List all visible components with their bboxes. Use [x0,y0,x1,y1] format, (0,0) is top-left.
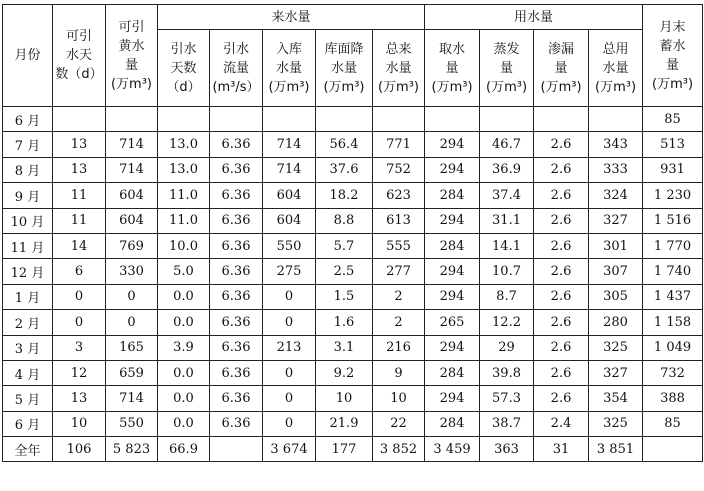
table-row [3,107,703,132]
cell-total-use: 325 [589,335,643,360]
header-evaporation: 蒸发 量 (万m³) [480,30,534,107]
table-row [3,233,703,258]
cell-inflow-days: 0.0 [158,284,210,309]
cell-seepage: 2.6 [534,233,589,258]
header-inflow-days: 引水 天数 （d） [158,30,210,107]
cell-inflow-rate [210,107,263,132]
cell-total-use: 333 [589,157,643,182]
cell-divert-days: 0 [53,310,106,335]
cell-inflow-days: 0.0 [158,310,210,335]
cell-storage: 1 049 [643,335,703,360]
cell-inflow-days: 66.9 [158,437,210,462]
cell-total-inflow: 22 [373,411,425,436]
cell-inflow-volume: 213 [263,335,316,360]
header-surface-rain: 库面降 水量 (万m³) [316,30,373,107]
cell-divert-days: 13 [53,132,106,157]
cell-inflow-days: 0.0 [158,360,210,385]
cell-divert-amount [106,107,158,132]
cell-total-inflow: 752 [373,157,425,182]
cell-evaporation: 38.7 [480,411,534,436]
cell-total-use: 301 [589,233,643,258]
cell-inflow-volume [263,107,316,132]
cell-total-use: 354 [589,386,643,411]
cell-seepage: 2.6 [534,360,589,385]
cell-divert-amount: 5 823 [106,437,158,462]
cell-total-use: 327 [589,208,643,233]
cell-divert-days: 14 [53,233,106,258]
cell-seepage: 2.6 [534,335,589,360]
cell-divert-amount: 330 [106,259,158,284]
table-body [3,107,703,462]
cell-divert-days: 10 [53,411,106,436]
cell-surface-rain: 177 [316,437,373,462]
cell-inflow-rate: 6.36 [210,360,263,385]
cell-total-inflow: 9 [373,360,425,385]
cell-seepage: 2.6 [534,310,589,335]
cell-inflow-days: 11.0 [158,183,210,208]
cell-total-inflow: 2 [373,310,425,335]
cell-divert-days: 6 [53,259,106,284]
cell-surface-rain: 37.6 [316,157,373,182]
table-row [3,259,703,284]
cell-withdrawal: 284 [425,233,480,258]
cell-inflow-rate: 6.36 [210,386,263,411]
cell-evaporation: 10.7 [480,259,534,284]
cell-seepage: 2.6 [534,157,589,182]
cell-total-use: 307 [589,259,643,284]
cell-divert-amount: 769 [106,233,158,258]
cell-total-use [589,107,643,132]
water-balance-table [2,4,703,462]
cell-surface-rain: 8.8 [316,208,373,233]
cell-storage: 85 [643,411,703,436]
cell-total-use: 3 851 [589,437,643,462]
cell-seepage: 31 [534,437,589,462]
table-row [3,132,703,157]
cell-inflow-days: 11.0 [158,208,210,233]
cell-inflow-rate: 6.36 [210,411,263,436]
cell-month: 9 月 [3,183,53,208]
cell-divert-amount: 604 [106,208,158,233]
header-inflow-group: 来水量 [158,5,425,30]
cell-inflow-days [158,107,210,132]
cell-storage [643,437,703,462]
cell-month: 10 月 [3,208,53,233]
cell-storage: 1 516 [643,208,703,233]
cell-seepage: 2.6 [534,259,589,284]
cell-inflow-rate: 6.36 [210,183,263,208]
cell-total-use: 305 [589,284,643,309]
cell-storage: 1 740 [643,259,703,284]
cell-surface-rain: 1.5 [316,284,373,309]
cell-storage: 388 [643,386,703,411]
table-row [3,183,703,208]
cell-surface-rain: 1.6 [316,310,373,335]
cell-divert-days: 12 [53,360,106,385]
cell-surface-rain: 2.5 [316,259,373,284]
cell-total-inflow: 771 [373,132,425,157]
cell-inflow-volume: 0 [263,360,316,385]
cell-divert-amount: 0 [106,284,158,309]
cell-inflow-days: 3.9 [158,335,210,360]
cell-divert-amount: 165 [106,335,158,360]
cell-inflow-rate: 6.36 [210,208,263,233]
cell-withdrawal: 265 [425,310,480,335]
cell-month: 4 月 [3,360,53,385]
cell-surface-rain: 5.7 [316,233,373,258]
cell-divert-days: 11 [53,208,106,233]
cell-divert-days: 11 [53,183,106,208]
cell-surface-rain [316,107,373,132]
table-row [3,411,703,436]
cell-evaporation: 39.8 [480,360,534,385]
cell-seepage: 2.6 [534,284,589,309]
cell-total-use: 280 [589,310,643,335]
cell-month: 11 月 [3,233,53,258]
cell-withdrawal: 284 [425,183,480,208]
cell-divert-amount: 659 [106,360,158,385]
cell-total-inflow: 555 [373,233,425,258]
cell-seepage: 2.4 [534,411,589,436]
cell-inflow-rate: 6.36 [210,233,263,258]
cell-inflow-volume: 0 [263,411,316,436]
cell-withdrawal: 294 [425,157,480,182]
header-divert-amount: 可引 黄水 量 (万m³) [106,5,158,107]
cell-withdrawal: 294 [425,335,480,360]
cell-evaporation: 8.7 [480,284,534,309]
cell-month: 1 月 [3,284,53,309]
cell-month: 6 月 [3,411,53,436]
header-total-use: 总用 水量 (万m³) [589,30,643,107]
cell-evaporation: 46.7 [480,132,534,157]
cell-withdrawal: 294 [425,284,480,309]
cell-total-inflow [373,107,425,132]
cell-inflow-volume: 604 [263,183,316,208]
cell-withdrawal: 284 [425,411,480,436]
cell-inflow-days: 10.0 [158,233,210,258]
cell-withdrawal: 294 [425,386,480,411]
cell-divert-days: 13 [53,157,106,182]
cell-month: 5 月 [3,386,53,411]
cell-total-inflow: 10 [373,386,425,411]
cell-month: 2 月 [3,310,53,335]
header-total-inflow: 总来 水量 (万m³) [373,30,425,107]
cell-storage: 1 158 [643,310,703,335]
cell-storage: 1 230 [643,183,703,208]
cell-total-inflow: 3 852 [373,437,425,462]
cell-total-use: 325 [589,411,643,436]
cell-total-inflow: 613 [373,208,425,233]
cell-divert-days: 106 [53,437,106,462]
cell-evaporation: 36.9 [480,157,534,182]
cell-withdrawal: 294 [425,208,480,233]
cell-total-use: 324 [589,183,643,208]
cell-total-use: 343 [589,132,643,157]
cell-inflow-rate: 6.36 [210,157,263,182]
cell-divert-amount: 714 [106,157,158,182]
table-row [3,335,703,360]
cell-total-inflow: 277 [373,259,425,284]
table-row [3,386,703,411]
cell-inflow-days: 0.0 [158,386,210,411]
cell-inflow-volume: 0 [263,310,316,335]
header-month: 月份 [3,5,53,107]
cell-evaporation [480,107,534,132]
cell-surface-rain: 10 [316,386,373,411]
cell-month: 6 月 [3,107,53,132]
cell-month: 3 月 [3,335,53,360]
cell-inflow-volume: 0 [263,284,316,309]
header-inflow-volume: 入库 水量 (万m³) [263,30,316,107]
cell-withdrawal: 294 [425,132,480,157]
table-row [3,310,703,335]
cell-evaporation: 363 [480,437,534,462]
cell-storage: 513 [643,132,703,157]
cell-storage: 931 [643,157,703,182]
cell-inflow-rate: 6.36 [210,284,263,309]
cell-inflow-volume: 0 [263,386,316,411]
cell-inflow-volume: 275 [263,259,316,284]
cell-inflow-volume: 714 [263,157,316,182]
cell-inflow-days: 0.0 [158,411,210,436]
cell-withdrawal: 294 [425,259,480,284]
header-seepage: 渗漏 量 (万m³) [534,30,589,107]
cell-withdrawal [425,107,480,132]
cell-divert-amount: 604 [106,183,158,208]
cell-withdrawal: 284 [425,360,480,385]
cell-inflow-days: 13.0 [158,132,210,157]
cell-storage: 732 [643,360,703,385]
cell-inflow-rate: 6.36 [210,335,263,360]
cell-month: 7 月 [3,132,53,157]
cell-inflow-days: 13.0 [158,157,210,182]
cell-divert-amount: 0 [106,310,158,335]
table-row [3,208,703,233]
cell-surface-rain: 18.2 [316,183,373,208]
cell-withdrawal: 3 459 [425,437,480,462]
cell-divert-days: 3 [53,335,106,360]
cell-evaporation: 31.1 [480,208,534,233]
cell-seepage: 2.6 [534,208,589,233]
cell-inflow-rate: 6.36 [210,310,263,335]
header-inflow-rate: 引水 流量 (m³/s） [210,30,263,107]
cell-month: 全年 [3,437,53,462]
cell-surface-rain: 56.4 [316,132,373,157]
cell-month: 12 月 [3,259,53,284]
table-row [3,437,703,462]
header-storage: 月末 蓄水 量 (万m³) [643,5,703,107]
cell-inflow-rate: 6.36 [210,132,263,157]
cell-surface-rain: 21.9 [316,411,373,436]
cell-inflow-volume: 550 [263,233,316,258]
cell-inflow-volume: 604 [263,208,316,233]
cell-inflow-rate [210,437,263,462]
cell-evaporation: 14.1 [480,233,534,258]
cell-evaporation: 12.2 [480,310,534,335]
cell-total-inflow: 623 [373,183,425,208]
cell-seepage: 2.6 [534,386,589,411]
cell-seepage [534,107,589,132]
cell-seepage: 2.6 [534,132,589,157]
cell-storage: 1 437 [643,284,703,309]
cell-divert-days: 13 [53,386,106,411]
cell-total-inflow: 2 [373,284,425,309]
header-use-group: 用水量 [425,5,643,30]
cell-total-use: 327 [589,360,643,385]
cell-divert-days [53,107,106,132]
cell-divert-amount: 714 [106,386,158,411]
cell-inflow-days: 5.0 [158,259,210,284]
header-divert-days: 可引 水天 数（d） [53,5,106,107]
cell-evaporation: 37.4 [480,183,534,208]
table-row [3,360,703,385]
table-row [3,284,703,309]
cell-divert-amount: 714 [106,132,158,157]
cell-divert-days: 0 [53,284,106,309]
cell-surface-rain: 3.1 [316,335,373,360]
cell-seepage: 2.6 [534,183,589,208]
cell-inflow-rate: 6.36 [210,259,263,284]
cell-divert-amount: 550 [106,411,158,436]
table-row [3,157,703,182]
header-withdrawal: 取水 量 (万m³) [425,30,480,107]
cell-inflow-volume: 3 674 [263,437,316,462]
cell-evaporation: 29 [480,335,534,360]
cell-storage: 85 [643,107,703,132]
cell-inflow-volume: 714 [263,132,316,157]
cell-month: 8 月 [3,157,53,182]
cell-surface-rain: 9.2 [316,360,373,385]
cell-total-inflow: 216 [373,335,425,360]
cell-storage: 1 770 [643,233,703,258]
cell-evaporation: 57.3 [480,386,534,411]
